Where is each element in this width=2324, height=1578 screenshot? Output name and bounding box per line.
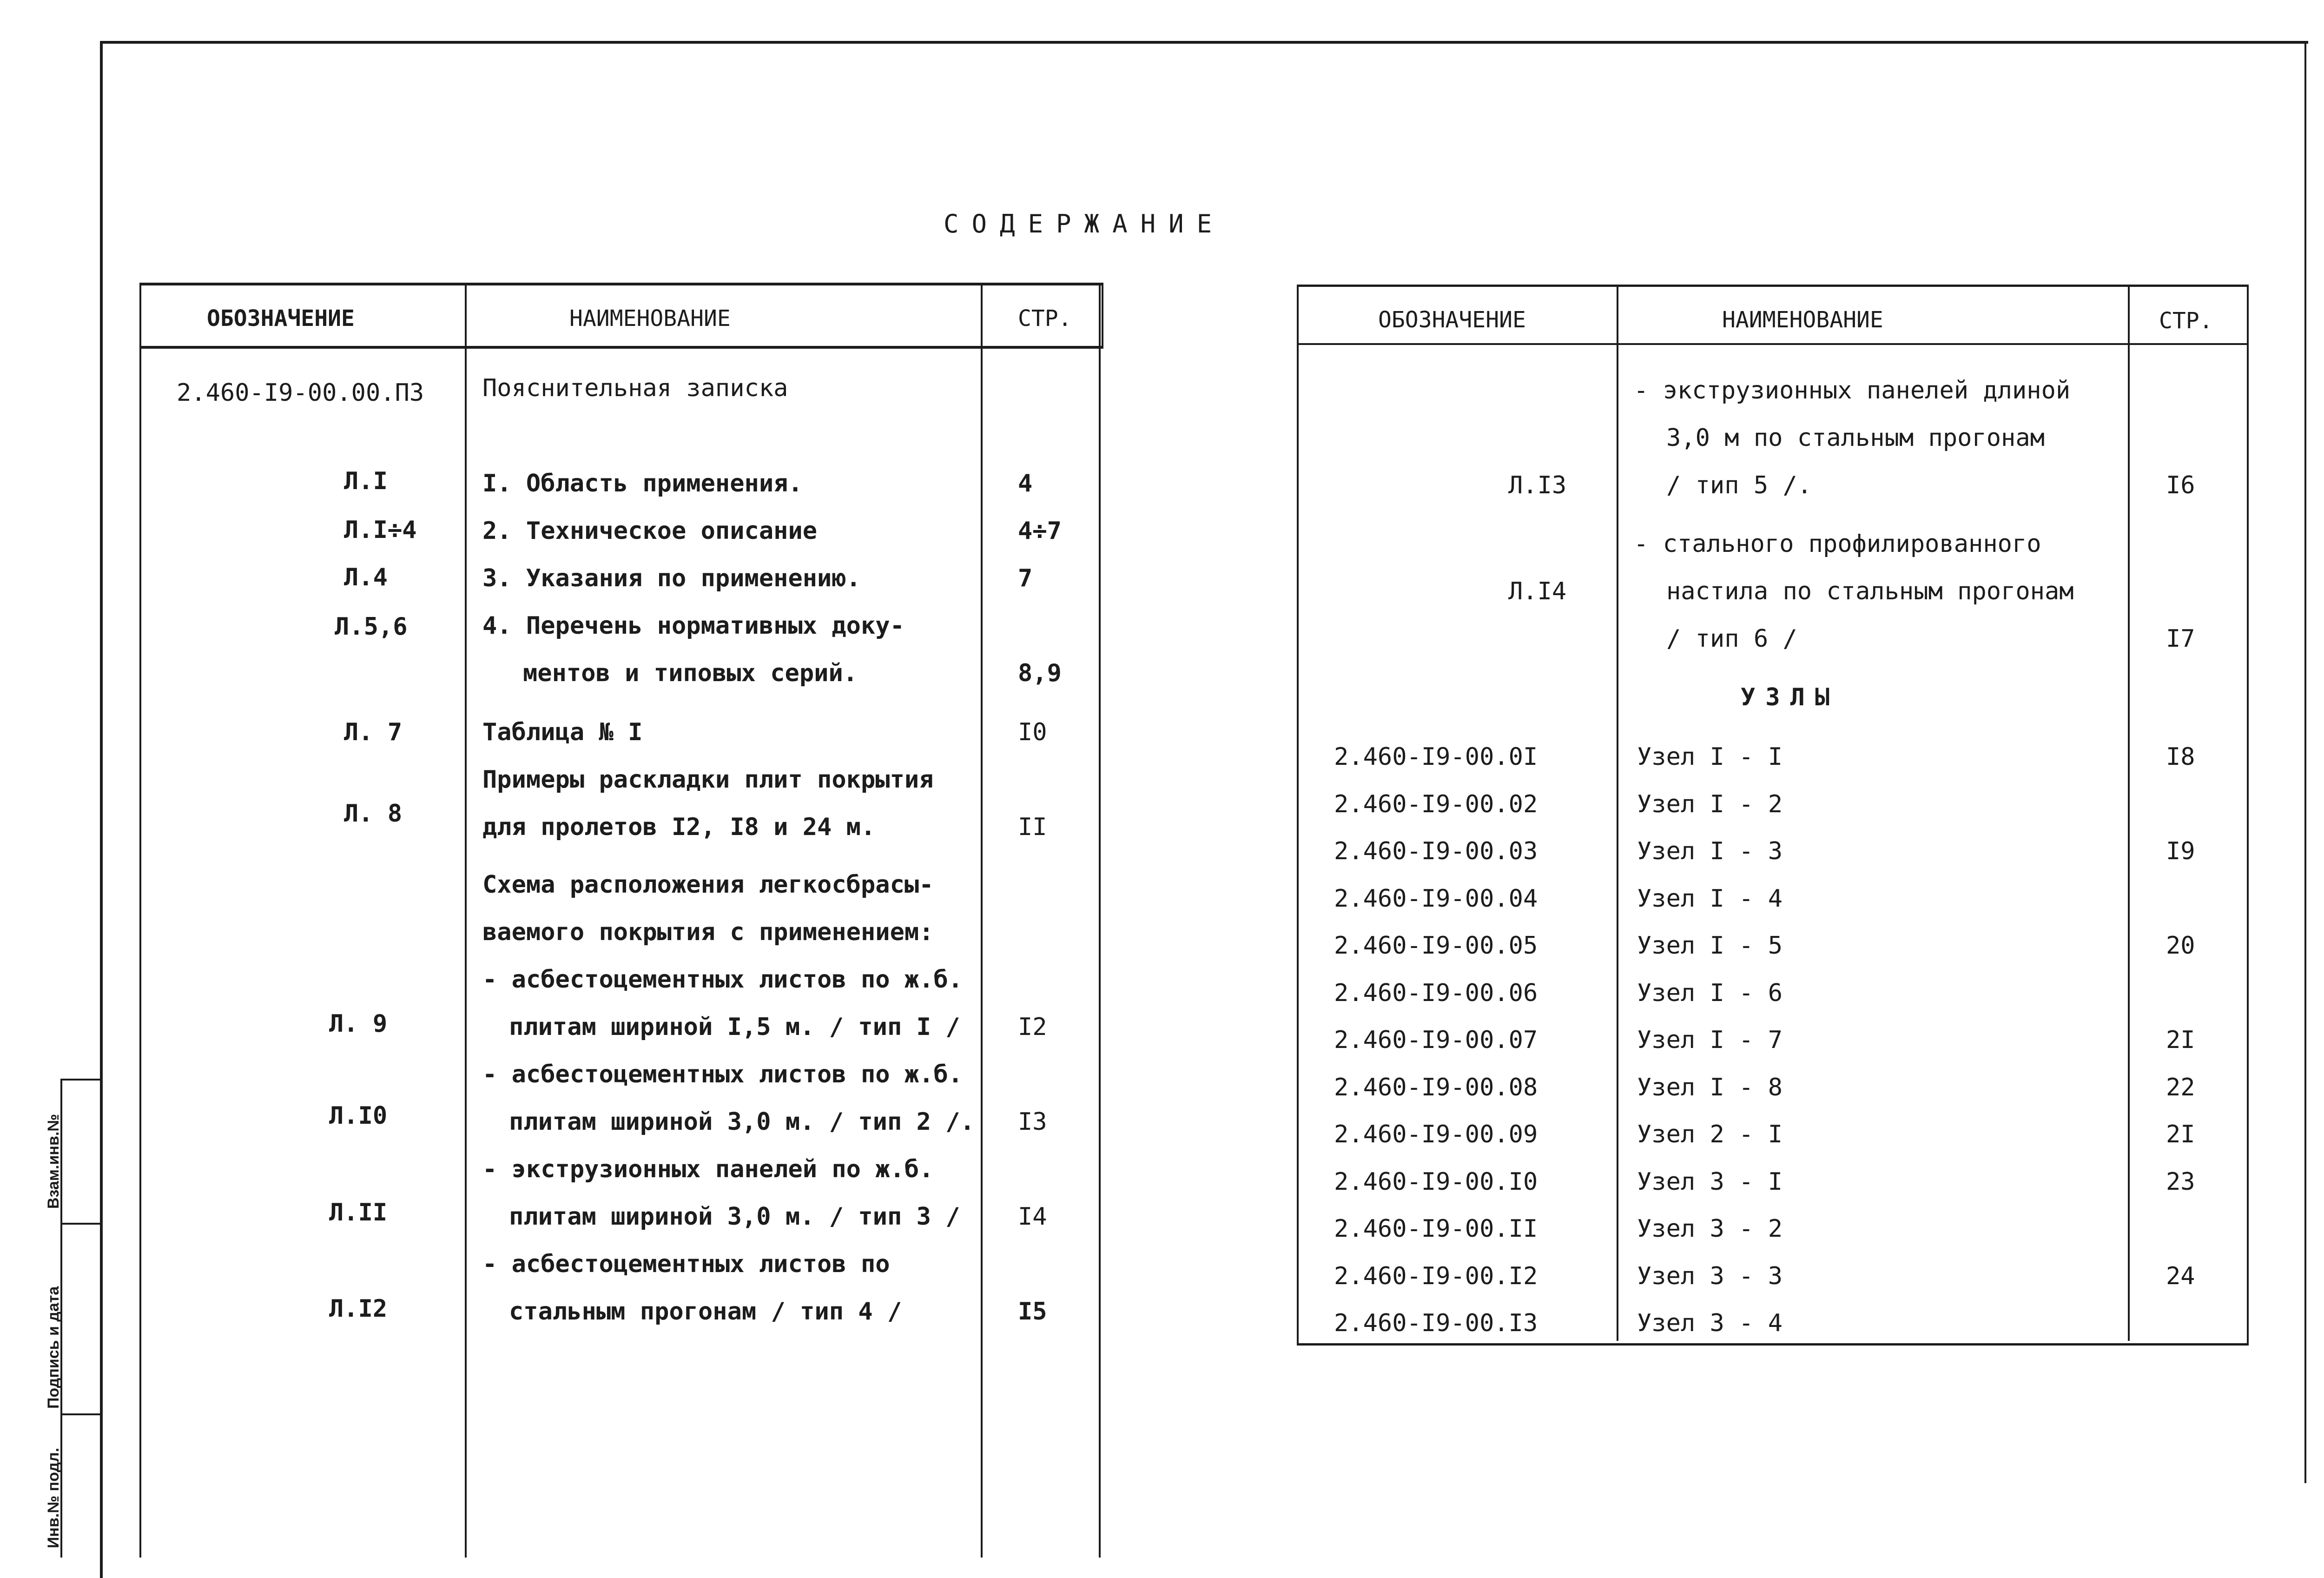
right-line: - экструзионных панелей длиной	[1634, 377, 2071, 404]
left-page: II	[1018, 813, 1047, 841]
left-header-page: СТР.	[1018, 305, 1072, 332]
left-sheet: Л. 8	[344, 800, 403, 828]
nodes-section-title: УЗЛЫ	[1741, 683, 1840, 711]
node-row-name: Узел 2 - I	[1637, 1121, 1783, 1148]
stamp-divider	[60, 1079, 101, 1081]
node-row-page: 24	[2166, 1262, 2195, 1290]
sheet-right-border	[2304, 42, 2306, 1483]
left-line: 4. Перечень нормативных доку-	[482, 612, 905, 640]
node-row-name: Узел 3 - 4	[1637, 1309, 1783, 1337]
right-sheet: Л.I3	[1508, 471, 1567, 499]
left-page: 8,9	[1018, 659, 1062, 687]
node-row-code: 2.460-I9-00.I3	[1334, 1309, 1538, 1337]
left-sheet: Л. 7	[344, 718, 403, 746]
left-sheet: Л.II	[329, 1199, 388, 1227]
node-row-code: 2.460-I9-00.II	[1334, 1215, 1538, 1243]
stamp-divider	[60, 1223, 101, 1225]
node-row-name: Узел 3 - 3	[1637, 1262, 1783, 1290]
left-col-divider-1	[465, 283, 467, 1558]
right-header-name: НАИМЕНОВАНИЕ	[1722, 307, 1883, 333]
left-line: плитам шириной 3,0 м. / тип 2 /.	[509, 1108, 975, 1136]
right-line: / тип 5 /.	[1666, 471, 1812, 499]
left-page: I3	[1018, 1108, 1047, 1136]
right-col-divider-1	[1617, 285, 1618, 1341]
node-row-page: I8	[2166, 743, 2195, 771]
left-sheet: Л.I	[344, 467, 388, 495]
left-line: ваемого покрытия с применением:	[482, 918, 934, 946]
right-line: / тип 6 /	[1666, 625, 1797, 653]
left-page: 4	[1018, 470, 1033, 497]
page-title: СОДЕРЖАНИЕ	[944, 209, 1225, 239]
left-sheet: Л.I2	[329, 1295, 388, 1323]
node-row-code: 2.460-I9-00.08	[1334, 1074, 1538, 1101]
node-row-name: Узел I - 2	[1637, 790, 1783, 818]
left-page: I4	[1018, 1203, 1047, 1231]
node-row-name: Узел I - 3	[1637, 837, 1783, 865]
left-note: Пояснительная записка	[482, 374, 788, 402]
left-line: - экструзионных панелей по ж.б.	[482, 1155, 934, 1183]
node-row-page: 20	[2166, 932, 2195, 960]
node-row-code: 2.460-I9-00.04	[1334, 885, 1538, 913]
left-table-left-border	[139, 283, 141, 1558]
left-page: 7	[1018, 564, 1033, 592]
left-page: I5	[1018, 1298, 1047, 1326]
left-sheet: Л. 9	[329, 1010, 388, 1038]
left-line: - асбестоцементных листов по	[482, 1250, 890, 1278]
node-row-name: Узел I - 6	[1637, 979, 1783, 1007]
right-page: I7	[2166, 625, 2195, 653]
node-row-code: 2.460-I9-00.I0	[1334, 1168, 1538, 1196]
left-page: I0	[1018, 718, 1047, 746]
node-row-name: Узел I - I	[1637, 743, 1783, 771]
node-row-page: I9	[2166, 837, 2195, 865]
left-line: Таблица № I	[482, 718, 643, 746]
right-line: настила по стальным прогонам	[1666, 577, 2074, 605]
left-line: I. Область применения.	[482, 470, 803, 497]
stamp-divider	[60, 1413, 101, 1415]
node-row-name: Узел 3 - I	[1637, 1168, 1783, 1196]
left-line: Схема расположения легкосбрасы-	[482, 871, 934, 899]
left-line: Примеры раскладки плит покрытия	[482, 766, 934, 794]
node-row-page: 23	[2166, 1168, 2195, 1196]
right-header-page: СТР.	[2159, 308, 2213, 334]
left-line: стальным прогонам / тип 4 /	[509, 1298, 902, 1326]
left-page: I2	[1018, 1013, 1047, 1041]
node-row-code: 2.460-I9-00.I2	[1334, 1262, 1538, 1290]
stamp-label-signature: Подпись и дата	[45, 1286, 62, 1409]
left-line: - асбестоцементных листов по ж.б.	[482, 966, 963, 994]
left-sheet: Л.I0	[329, 1102, 388, 1130]
right-header-designation: ОБОЗНАЧЕНИЕ	[1378, 307, 1526, 333]
node-row-name: Узел I - 8	[1637, 1074, 1783, 1101]
left-line: ментов и типовых серий.	[523, 659, 858, 687]
node-row-code: 2.460-I9-00.06	[1334, 979, 1538, 1007]
stamp-label-inventory: Инв.№ подл.	[45, 1447, 62, 1548]
node-row-code: 2.460-I9-00.09	[1334, 1121, 1538, 1148]
left-line: 3. Указания по применению.	[482, 564, 861, 592]
right-sheet: Л.I4	[1508, 577, 1567, 605]
right-line: - стального профилированного	[1634, 530, 2041, 558]
node-row-code: 2.460-I9-00.07	[1334, 1026, 1538, 1054]
node-row-code: 2.460-I9-00.0I	[1334, 743, 1538, 771]
right-page: I6	[2166, 471, 2195, 499]
left-header-designation: ОБОЗНАЧЕНИЕ	[207, 305, 355, 332]
node-row-code: 2.460-I9-00.03	[1334, 837, 1538, 865]
left-sheet: Л.5,6	[335, 613, 408, 641]
node-row-name: Узел I - 4	[1637, 885, 1783, 913]
stamp-label-replacement: Взам.инв.№	[45, 1114, 62, 1209]
left-line: 2. Техническое описание	[482, 517, 818, 545]
node-row-page: 22	[2166, 1074, 2195, 1101]
node-row-code: 2.460-I9-00.05	[1334, 932, 1538, 960]
left-header-name: НАИМЕНОВАНИЕ	[569, 305, 731, 332]
left-table-right-border	[1099, 283, 1101, 1558]
left-line: - асбестоцементных листов по ж.б.	[482, 1061, 963, 1088]
left-sheet: Л.I÷4	[344, 516, 417, 544]
node-row-name: Узел 3 - 2	[1637, 1215, 1783, 1243]
left-document-code: 2.460-I9-00.00.ПЗ	[177, 379, 424, 407]
node-row-code: 2.460-I9-00.02	[1334, 790, 1538, 818]
left-sheet: Л.4	[344, 564, 388, 591]
node-row-name: Узел I - 5	[1637, 932, 1783, 960]
left-line: плитам шириной 3,0 м. / тип 3 /	[509, 1203, 960, 1231]
node-row-page: 2I	[2166, 1121, 2195, 1148]
right-table-header-line	[1297, 343, 2248, 345]
right-col-divider-2	[2128, 285, 2130, 1341]
left-page: 4÷7	[1018, 517, 1062, 545]
left-line: плитам шириной I,5 м. / тип I /	[509, 1013, 960, 1041]
left-col-divider-2	[981, 283, 983, 1558]
right-line: 3,0 м по стальным прогонам	[1666, 424, 2045, 452]
node-row-page: 2I	[2166, 1026, 2195, 1054]
left-line: для пролетов I2, I8 и 24 м.	[482, 813, 876, 841]
node-row-name: Узел I - 7	[1637, 1026, 1783, 1054]
